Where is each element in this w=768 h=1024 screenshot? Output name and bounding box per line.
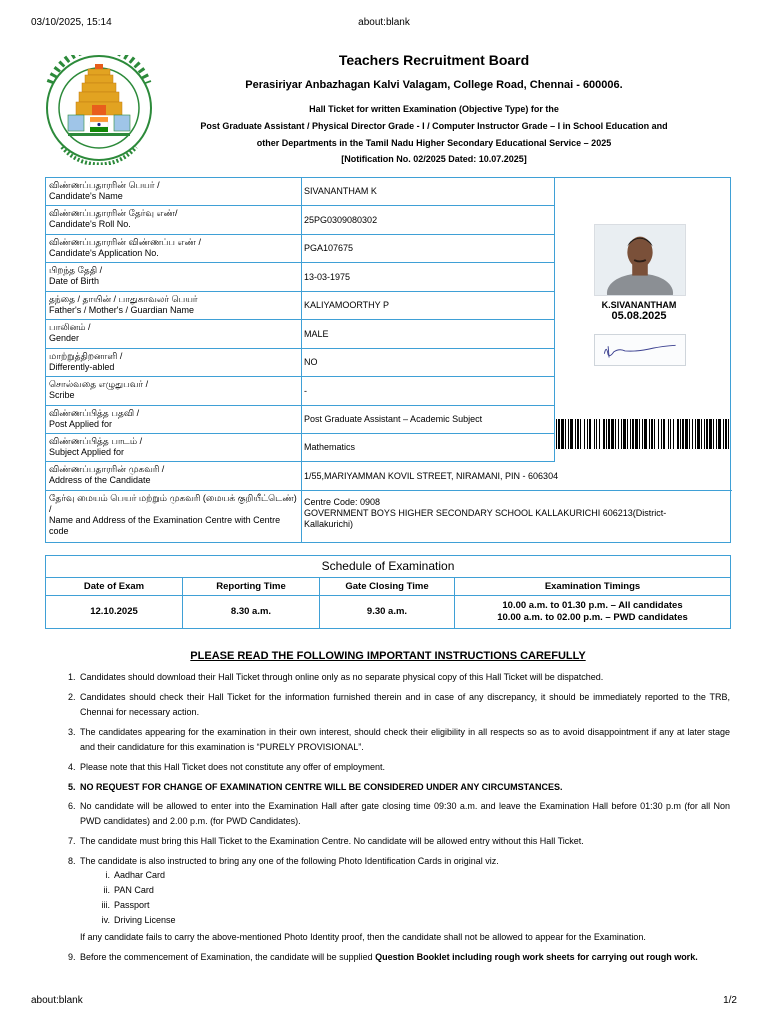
notification-line: [Notification No. 02/2025 Dated: 10.07.2025] (341, 154, 527, 164)
row-label: சொல்வதை எழுதுபவர் / Scribe (46, 377, 302, 405)
hall-ticket-line-2: Post Graduate Assistant / Physical Director Grade - I / Computer Instructor Grade – I in School Education and (200, 121, 668, 131)
subject-applied-value: Mathematics (304, 442, 356, 452)
row-label: பாலினம் / Gender (46, 320, 302, 348)
list-item: 2. Candidates should check their Hall Ticket for the information furnished therein and in case of any discrepancy, it should be immediately reported to the TRB, Chennai for necessary action. (68, 692, 730, 717)
post-applied-value: Post Graduate Assistant – Academic Subject (304, 414, 483, 424)
table-row (46, 178, 554, 206)
hall-ticket-line-3: other Departments in the Tamil Nadu Higher Secondary Educational Service – 2025 (256, 138, 612, 148)
table-row (46, 206, 554, 235)
photo-candidate-name: K.SIVANANTHAM (601, 300, 677, 310)
table-row (46, 263, 554, 292)
row-label: பிறந்த தேதி / Date of Birth (46, 263, 302, 291)
table-row (46, 462, 732, 491)
table-row (46, 320, 554, 349)
table-row (46, 235, 554, 263)
table-row (46, 349, 554, 377)
row-label: விண்ணப்பித்த பாடம் / Subject Applied for (46, 434, 302, 461)
centre-address: GOVERNMENT BOYS HIGHER SECONDARY SCHOOL KALLAKURICHI 606213(District-Kallakurichi) (304, 508, 667, 529)
exam-centre-value (302, 491, 732, 542)
candidate-photo (594, 224, 686, 296)
exam-date-value: 12.10.2025 (46, 596, 183, 628)
header-exam-timings: Examination Timings (455, 578, 730, 596)
row-label: விண்ணப்பதாரரின் முகவரி / Address of the Candidate (46, 462, 302, 490)
guardian-name-value: KALIYAMOORTHY P (304, 300, 390, 310)
row-label: விண்ணப்பதாரரின் விண்ணப்ப எண் / Candidate's Application No. (46, 235, 302, 262)
candidate-signature (594, 334, 686, 366)
application-number-value: PGA107675 (304, 243, 354, 253)
schedule-table (45, 555, 731, 629)
print-url-top: about:blank (358, 17, 410, 28)
id-proof-note: If any candidate fails to carry the above-mentioned Photo Identity proof, then the candidate shall not be allowed to appear for the Examination. (80, 932, 646, 942)
header-date-of-exam: Date of Exam (46, 578, 183, 596)
hall-ticket-line-1: Hall Ticket for written Examination (Objective Type) for the (309, 104, 559, 114)
id-card-item: iv. Driving License (101, 915, 176, 925)
candidate-address-value: 1/55,MARIYAMMAN KOVIL STREET, NIRAMANI, PIN - 606304 (304, 470, 559, 481)
centre-code: Centre Code: 0908 (304, 497, 381, 507)
table-row (46, 406, 554, 434)
list-item: 6. No candidate will be allowed to enter into the Examination Hall after gate closing time 09:30 a.m. and leave the Examination Hall before 01:30 p.m (for all Non PWD candidates) and 2.00 p.m. (for PWD Candidates). (68, 801, 730, 826)
print-header (31, 17, 737, 31)
tamil-nadu-emblem-logo (40, 55, 158, 165)
scribe-value: - (304, 385, 307, 396)
row-label: மாற்றுத்திறனாளி / Differently-abled (46, 349, 302, 376)
id-card-item: i. Aadhar Card (105, 870, 166, 880)
board-address: Perasiriyar Anbazhagan Kalvi Valagam, College Road, Chennai - 600006. (245, 79, 623, 91)
id-card-item: iii. Passport (101, 900, 150, 910)
row-label: விண்ணப்பதாரரின் தேர்வு எண்/ Candidate's Roll No. (46, 206, 302, 234)
list-item: 9. Before the commencement of Examination, the candidate will be supplied Question Booklet including rough work sheets for carrying out rough work. (68, 952, 698, 962)
row-label: தேர்வு மையம் பெயர் மற்றும் முகவரி (மையக் குறியீட்டெண்) / Name and Address of the Examination Centre with Centre code (46, 491, 302, 542)
schedule-title: Schedule of Examination (46, 556, 730, 578)
header-gate-closing-time: Gate Closing Time (320, 578, 455, 596)
list-item: 5. NO REQUEST FOR CHANGE OF EXAMINATION CENTRE WILL BE CONSIDERED UNDER ANY CIRCUMSTANCES. (68, 782, 563, 792)
print-url-bottom: about:blank (31, 995, 83, 1006)
board-title: Teachers Recruitment Board (338, 52, 530, 68)
list-item: 1. Candidates should download their Hall Ticket through online only as no separate physical copy of this Hall Ticket will be dispatched. (68, 672, 604, 682)
differently-abled-value: NO (304, 357, 318, 367)
list-item: 7. The candidate must bring this Hall Ticket to the Examination Centre. No candidate will be allowed entry without this Hall Ticket. (68, 836, 584, 846)
timing-pwd: 10.00 a.m. to 02.00 p.m. – PWD candidates (497, 612, 688, 623)
row-label: விண்ணப்பித்த பதவி / Post Applied for (46, 406, 302, 433)
instructions-title: PLEASE READ THE FOLLOWING IMPORTANT INSTRUCTIONS CAREFULLY (190, 650, 586, 662)
table-row (46, 292, 554, 320)
table-row (46, 491, 732, 542)
gate-closing-value: 9.30 a.m. (320, 596, 455, 628)
header-reporting-time: Reporting Time (183, 578, 320, 596)
page-number: 1/2 (723, 995, 737, 1006)
row-label: விண்ணப்பதாரரின் பெயர் / Candidate's Name (46, 178, 302, 205)
candidate-details-table (45, 177, 731, 543)
list-item: 3. The candidates appearing for the examination in their own interest, should check their eligibility in all respects so as to avoid disappointment if any at later stage and their candidature for this examination is “PURELY PROVISIONAL”. (68, 727, 730, 752)
print-datetime: 03/10/2025, 15:14 (31, 17, 112, 28)
row-label: தந்தை / தாயின் / பாதுகாவலர் பெயர் Father's / Mother's / Guardian Name (46, 292, 302, 319)
table-row (46, 377, 554, 406)
exam-timings-value (455, 596, 730, 628)
photo-date: 05.08.2025 (611, 310, 667, 322)
list-item: 4. Please note that this Hall Ticket does not constitute any offer of employment. (68, 762, 386, 772)
date-of-birth-value: 13-03-1975 (304, 271, 351, 282)
print-footer (31, 995, 737, 1009)
table-row (46, 434, 554, 462)
gender-value: MALE (304, 328, 329, 339)
roll-number-value: 25PG0309080302 (304, 214, 378, 225)
id-card-item: ii. PAN Card (103, 885, 154, 895)
reporting-time-value: 8.30 a.m. (183, 596, 320, 628)
timing-all: 10.00 a.m. to 01.30 p.m. – All candidates (502, 600, 683, 611)
barcode (554, 419, 732, 449)
list-item: 8. The candidate is also instructed to bring any one of the following Photo Identification Cards in original viz. (68, 856, 499, 866)
candidate-name-value: SIVANANTHAM K (304, 186, 377, 196)
